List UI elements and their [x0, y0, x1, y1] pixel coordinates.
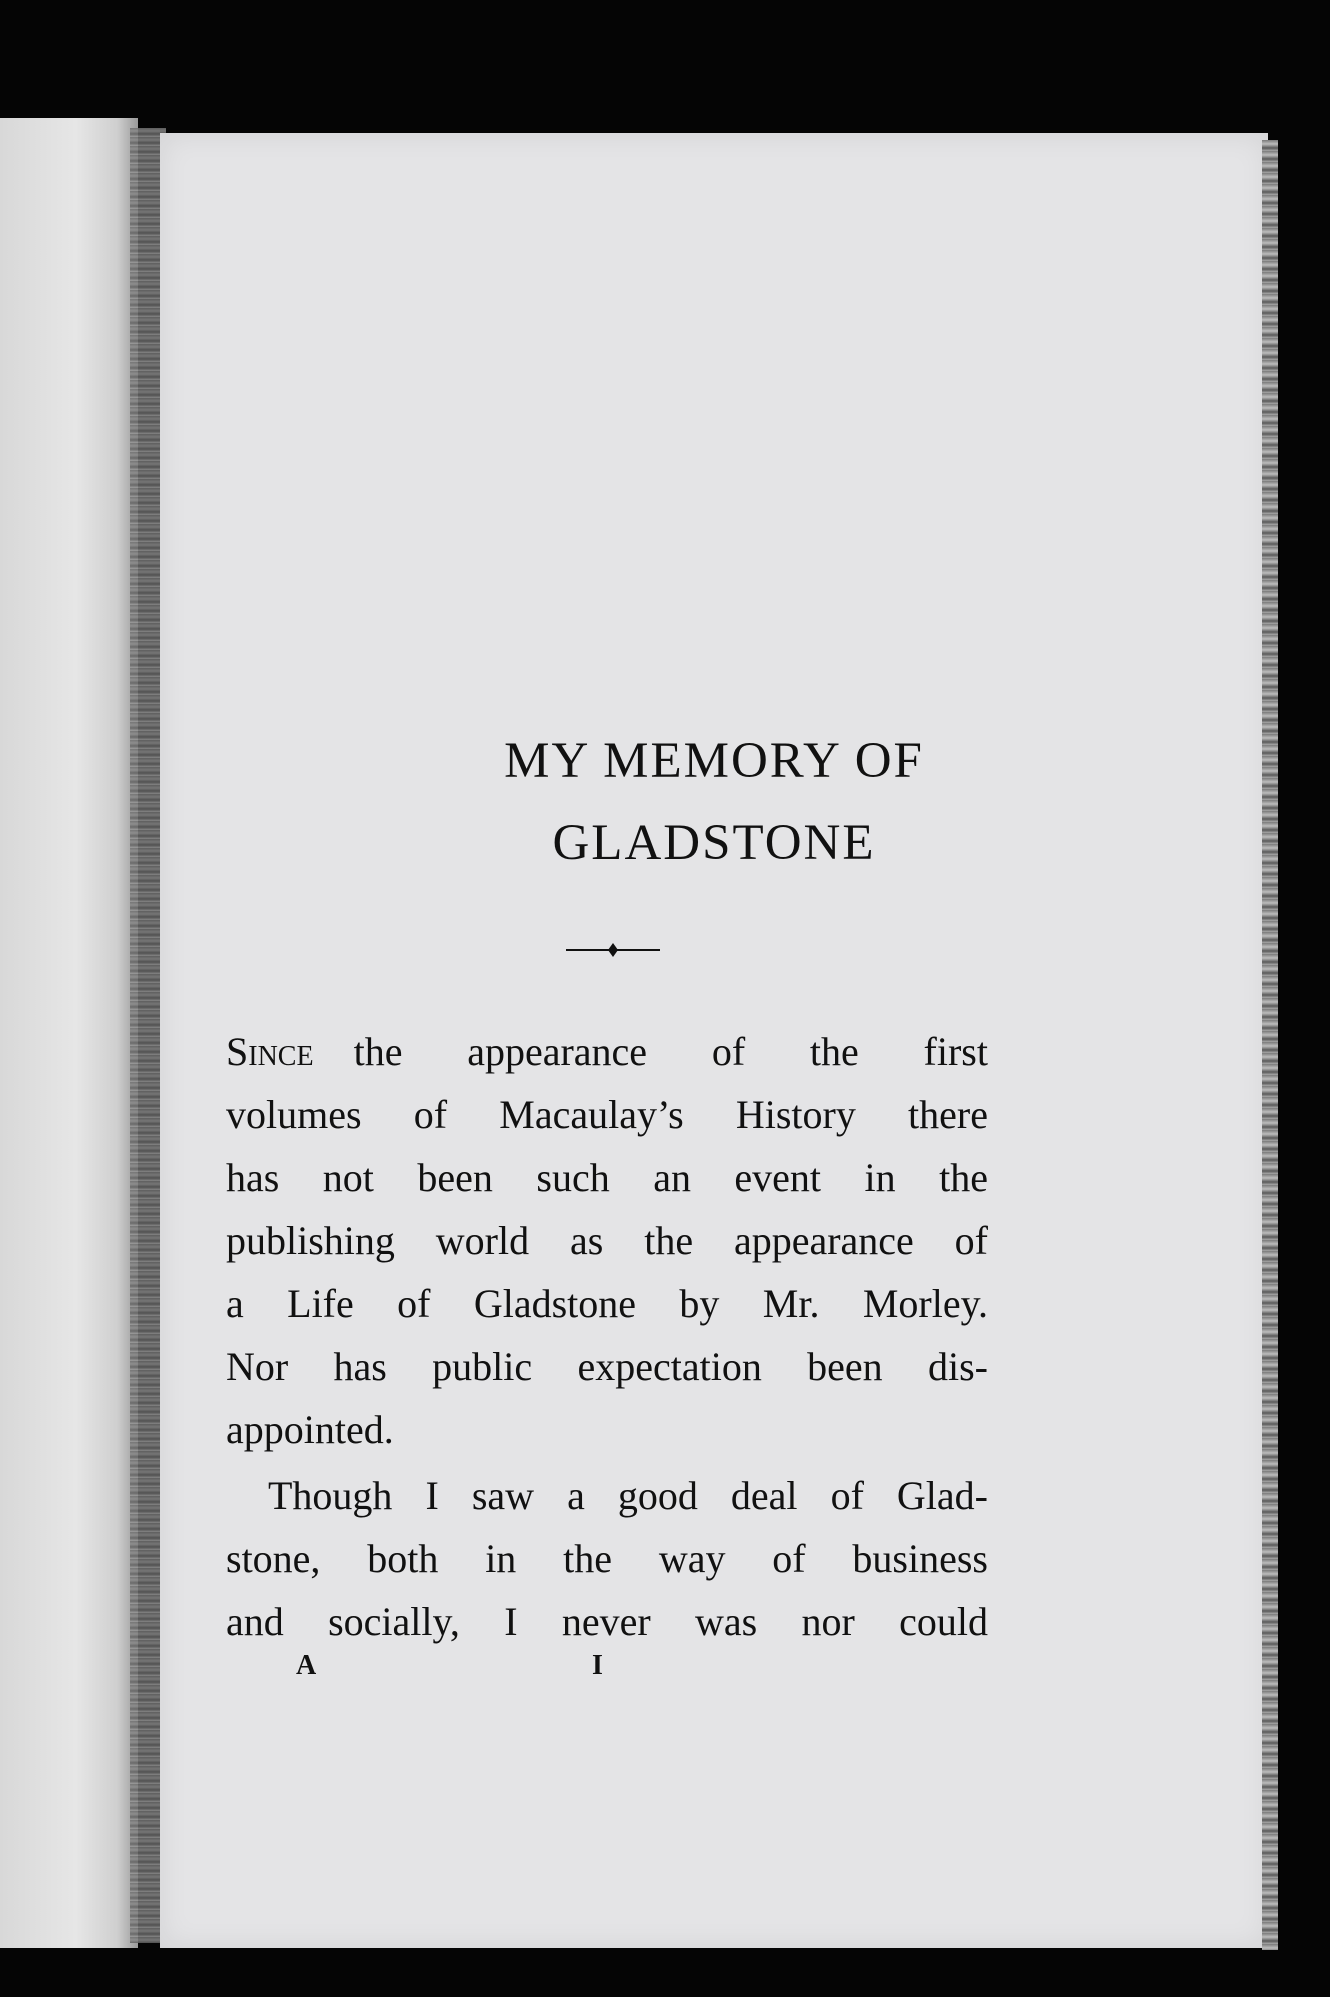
text-line: publishing world as the appearance of — [226, 1218, 988, 1263]
paragraph-2 — [226, 1464, 988, 1653]
text-line: has not been such an event in the — [226, 1155, 988, 1200]
adjacent-page-edge — [0, 118, 138, 1948]
text-line: Though I saw a good deal of Glad- — [268, 1473, 988, 1518]
chapter-title-line-2: GLADSTONE — [552, 815, 876, 871]
text-line: and socially, I never was nor could — [226, 1599, 988, 1644]
chapter-title-line-1: MY MEMORY OF — [504, 733, 924, 789]
signature-mark: A — [296, 1650, 317, 1681]
text-line: Nor has public expectation been dis- — [226, 1344, 988, 1389]
page-edge-right — [1262, 140, 1278, 1950]
paragraph-1 — [226, 1020, 988, 1461]
text-line: volumes of Macaulay’s History there — [226, 1092, 988, 1137]
lead-word: Since — [226, 1029, 314, 1074]
text-line: a Life of Gladstone by Mr. Morley. — [226, 1281, 988, 1326]
text-segment: the appearance of the first — [353, 1029, 988, 1074]
text-line — [226, 1020, 988, 1083]
text-line: appointed. — [226, 1407, 394, 1452]
page-number: I — [592, 1650, 603, 1681]
ornament-divider — [566, 940, 660, 960]
text-line: stone, both in the way of business — [226, 1536, 988, 1581]
